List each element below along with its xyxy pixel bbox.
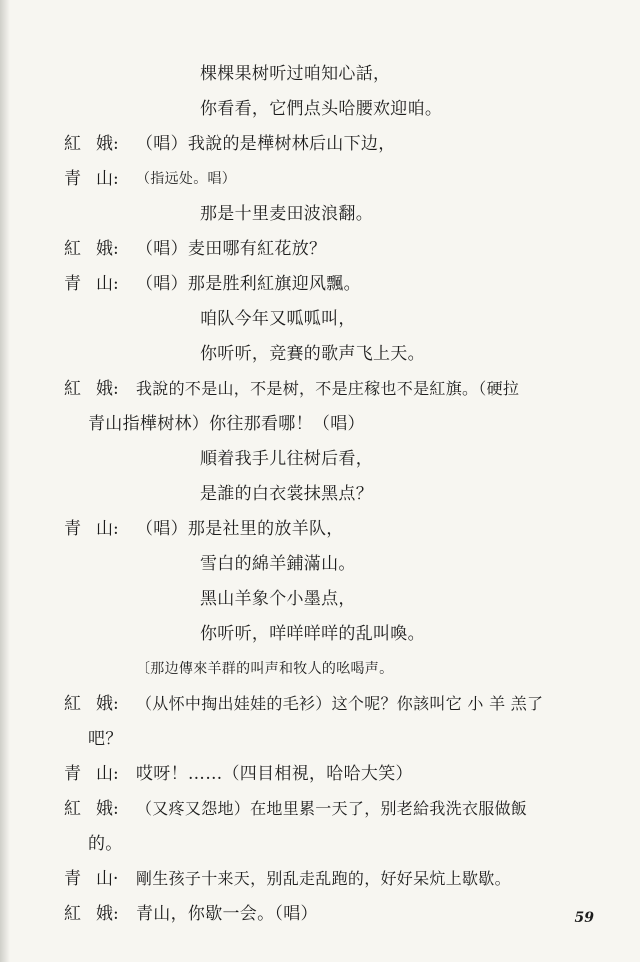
- verse-line: 順着我手儿往树后看，: [200, 449, 373, 469]
- verse-line: 黑山羊象个小墨点，: [200, 589, 356, 609]
- dialogue-line: 青山指樺树林）你往那看哪！（唱）: [88, 414, 365, 434]
- speaker-e: 娥:: [96, 379, 119, 399]
- dialogue-line: 青山，你歇一会。（唱）: [136, 904, 318, 924]
- stage-direction: 〔那边傳來羊群的叫声和牧人的吆喝声。: [136, 661, 394, 677]
- speaker-e: 娥:: [96, 904, 119, 924]
- speaker-hong: 紅: [64, 799, 81, 819]
- speaker-qing: 青: [64, 869, 81, 889]
- dialogue-line: 吧？: [88, 729, 123, 749]
- speaker-e: 娥:: [96, 134, 119, 154]
- dialogue-line: （又疼又怨地）在地里累一天了，别老給我洗衣服做飯: [136, 799, 528, 818]
- speaker-qing: 青: [64, 764, 81, 784]
- page-number: 59: [574, 910, 594, 926]
- dialogue-line: （唱）那是胜利紅旗迎风飄。: [136, 274, 361, 294]
- dialogue-line: （唱）麦田哪有紅花放？: [136, 239, 327, 259]
- speaker-hong: 紅: [64, 239, 81, 259]
- speaker-shan: 山:: [96, 274, 119, 294]
- stage-direction: （指远处。唱）: [136, 171, 237, 187]
- speaker-hong: 紅: [64, 694, 81, 714]
- verse-line: 你听听，竞賽的歌声飞上天。: [200, 344, 425, 364]
- speaker-hong: 紅: [64, 904, 81, 924]
- verse-line: 是誰的白衣裳抹黑点？: [200, 484, 373, 504]
- speaker-qing: 青: [64, 274, 81, 294]
- dialogue-line: 哎呀！……（四目相視，哈哈大笑）: [136, 764, 413, 784]
- verse-line: 雪白的綿羊鋪滿山。: [200, 554, 356, 574]
- dialogue-line: 的。: [88, 834, 123, 854]
- speaker-qing: 青: [64, 169, 81, 189]
- dialogue-line: （从怀中掏出娃娃的毛衫）这个呢？你該叫它 小 羊 羔了: [136, 694, 544, 713]
- dialogue-line: 我說的不是山，不是树，不是庄稼也不是紅旗。（硬拉: [136, 379, 520, 398]
- speaker-hong: 紅: [64, 379, 81, 399]
- speaker-shan: 山:: [96, 169, 119, 189]
- dialogue-line: 剛生孩子十来天，别乱走乱跑的，好好呆炕上歇歇。: [136, 869, 511, 888]
- speaker-qing: 青: [64, 519, 81, 539]
- verse-line: 棵棵果树听过咱知心話，: [200, 64, 391, 84]
- dialogue-line: （唱）我說的是樺树林后山下边，: [136, 134, 396, 154]
- speaker-shan: 山:: [96, 519, 119, 539]
- verse-line: 咱队今年又呱呱叫，: [200, 309, 356, 329]
- verse-line: 你听听，咩咩咩咩的乱叫喚。: [200, 624, 425, 644]
- page-binding-shadow: [0, 0, 10, 962]
- verse-line: 你看看，它們点头哈腰欢迎咱。: [200, 99, 443, 119]
- speaker-shan: 山·: [96, 869, 119, 889]
- speaker-e: 娥:: [96, 799, 119, 819]
- speaker-hong: 紅: [64, 134, 81, 154]
- dialogue-line: （唱）那是社里的放羊队，: [136, 519, 344, 539]
- speaker-e: 娥:: [96, 239, 119, 259]
- speaker-e: 娥:: [96, 694, 119, 714]
- speaker-shan: 山:: [96, 764, 119, 784]
- verse-line: 那是十里麦田波浪翻。: [200, 204, 373, 224]
